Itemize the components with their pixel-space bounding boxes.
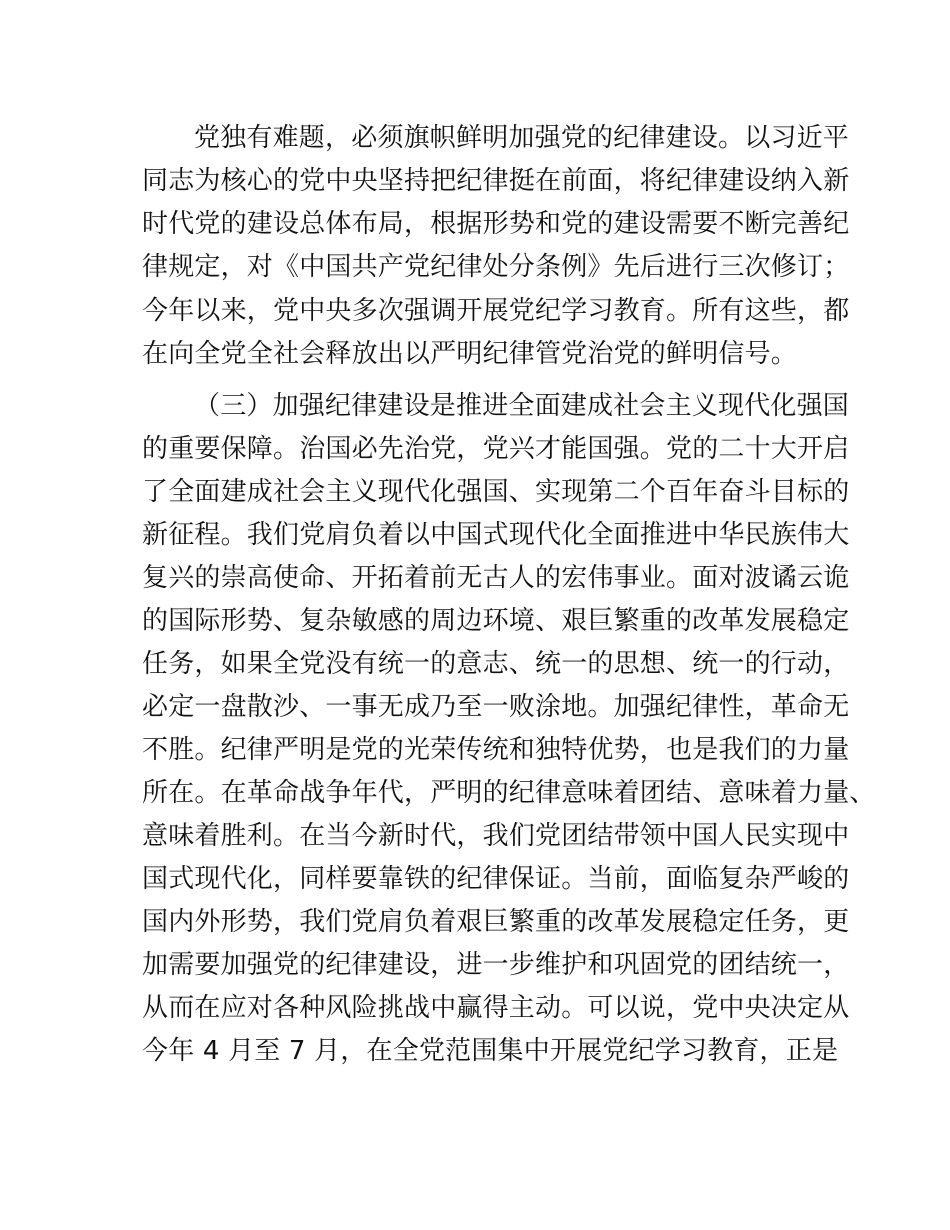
text-line: 的重要保障。治国必先治党，党兴才能国强。党的二十大开启 (142, 434, 850, 464)
text-line: 意味着胜利。在当今新时代，我们党团结带领中国人民实现中 (142, 821, 850, 851)
text-line: 加需要加强党的纪律建设，进一步维护和巩固党的团结统一， (142, 950, 850, 980)
text-line: 所在。在革命战争年代，严明的纪律意味着团结、意味着力量、 (142, 778, 876, 808)
text-line: 不胜。纪律严明是党的光荣传统和独特优势，也是我们的力量 (142, 735, 850, 765)
text-line: 必定一盘散沙、一事无成乃至一败涂地。加强纪律性，革命无 (142, 692, 850, 722)
text-line: 的国际形势、复杂敏感的周边环境、艰巨繁重的改革发展稳定 (142, 606, 850, 636)
text-line: 党独有难题，必须旗帜鲜明加强党的纪律建设。以习近平 (194, 123, 850, 153)
text-line: 了全面建成社会主义现代化强国、实现第二个百年奋斗目标的 (142, 477, 850, 507)
text-line: 国式现代化，同样要靠铁的纪律保证。当前，面临复杂严峻的 (142, 864, 850, 894)
text-line: 从而在应对各种风险挑战中赢得主动。可以说，党中央决定从 (142, 993, 850, 1023)
text-line: 新征程。我们党肩负着以中国式现代化全面推进中华民族伟大 (142, 520, 850, 550)
text-line: 律规定，对《中国共产党纪律处分条例》先后进行三次修订； (142, 252, 850, 282)
text-line: （三）加强纪律建设是推进全面建成社会主义现代化强国 (194, 391, 850, 421)
text-line: 国内外形势，我们党肩负着艰巨繁重的改革发展稳定任务，更 (142, 907, 850, 937)
text-line: 任务，如果全党没有统一的意志、统一的思想、统一的行动， (142, 649, 850, 679)
text-line: 同志为核心的党中央坚持把纪律挺在前面，将纪律建设纳入新 (142, 166, 850, 196)
text-line: 在向全党全社会释放出以严明纪律管党治党的鲜明信号。 (142, 339, 798, 369)
text-line: 今年以来，党中央多次强调开展党纪学习教育。所有这些，都 (142, 296, 850, 326)
text-line: 复兴的崇高使命、开拓着前无古人的宏伟事业。面对波谲云诡 (142, 563, 850, 593)
text-line: 今年 4 月至 7 月，在全党范围集中开展党纪学习教育，正是 (142, 1036, 839, 1066)
text-line: 时代党的建设总体布局，根据形势和党的建设需要不断完善纪 (142, 209, 850, 239)
